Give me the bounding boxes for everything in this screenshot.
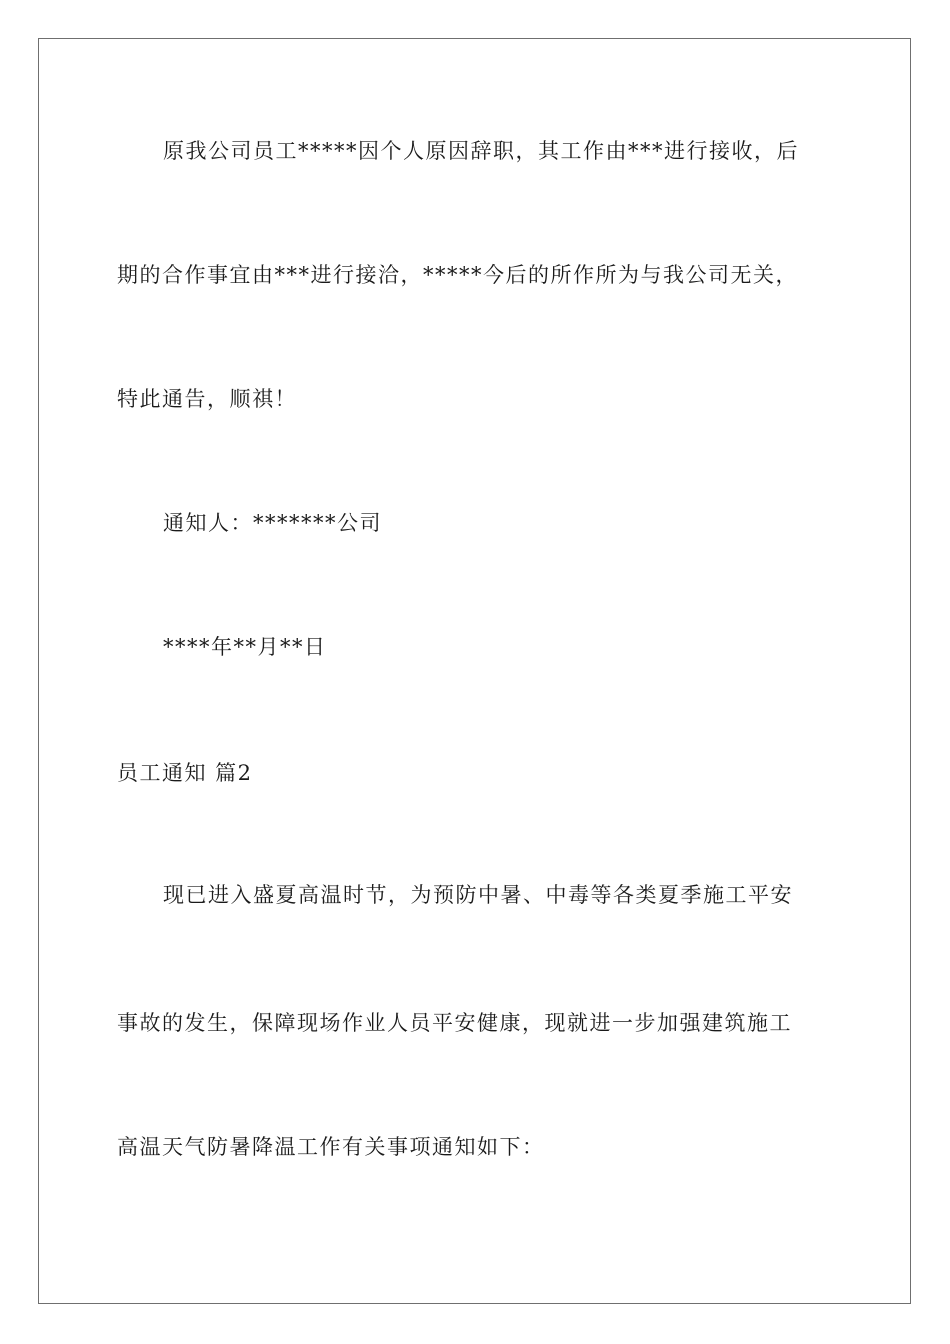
- page-border: [38, 38, 911, 1304]
- notifier-line: 通知人：*******公司: [163, 511, 382, 535]
- paragraph-1-line-2: 期的合作事宜由***进行接洽，*****今后的所作所为与我公司无关，: [117, 263, 798, 287]
- section-heading: 员工通知 篇2: [117, 761, 253, 785]
- paragraph-2-line-1: 现已进入盛夏高温时节，为预防中暑、中毒等各类夏季施工平安: [163, 883, 793, 907]
- paragraph-1-line-1: 原我公司员工*****因个人原因辞职，其工作由***进行接收，后: [163, 139, 799, 163]
- paragraph-2-line-3: 高温天气防暑降温工作有关事项通知如下：: [117, 1135, 545, 1159]
- paragraph-2-line-2: 事故的发生，保障现场作业人员平安健康，现就进一步加强建筑施工: [117, 1011, 792, 1035]
- date-line: ****年**月**日: [163, 635, 327, 659]
- paragraph-1-line-3: 特此通告，顺祺！: [117, 387, 297, 411]
